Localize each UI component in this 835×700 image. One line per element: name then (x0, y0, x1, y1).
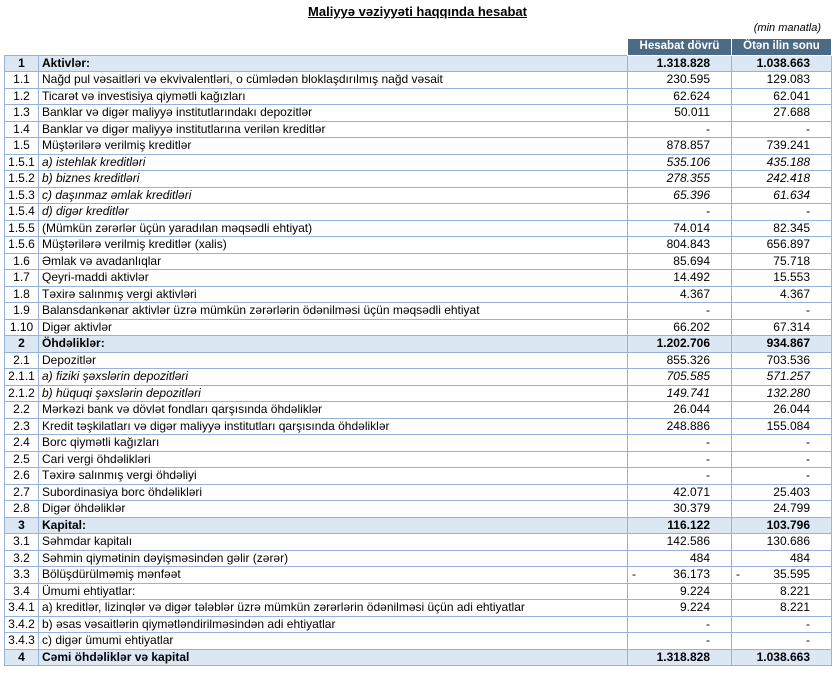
value-current-period: 26.044 (628, 402, 732, 419)
value-current-period: - (628, 435, 732, 452)
value-current-period: 42.071 (628, 484, 732, 501)
value-current-period: 30.379 (628, 501, 732, 518)
header-empty-cell (5, 39, 628, 56)
column-header-current-period: Hesabat dövrü (628, 39, 732, 56)
value-current-period: 14.492 (628, 270, 732, 287)
value-previous-period: 8.221 (732, 600, 832, 617)
row-label: Əmlak və avadanlıqlar (39, 253, 628, 270)
row-number: 2.5 (5, 451, 39, 468)
row-number: 1.9 (5, 303, 39, 320)
table-row (5, 319, 832, 336)
row-label: Digər öhdəliklər (39, 501, 628, 518)
row-label: Səhmdar kapitalı (39, 534, 628, 551)
row-number: 3.4.1 (5, 600, 39, 617)
value-previous-period: - (732, 468, 832, 485)
table-header-row (5, 39, 832, 56)
row-number: 3.4 (5, 583, 39, 600)
value-current-period: 149.741 (628, 385, 732, 402)
table-row (5, 484, 832, 501)
row-number: 4 (5, 649, 39, 666)
value-previous-period: 4.367 (732, 286, 832, 303)
row-label: c) daşınmaz əmlak kreditləri (39, 187, 628, 204)
value-current-period: 66.202 (628, 319, 732, 336)
table-row (5, 649, 832, 666)
table-row (5, 583, 832, 600)
value-current-period: - (628, 451, 732, 468)
table-row (5, 138, 832, 155)
row-label: Öhdəliklər: (39, 336, 628, 353)
table-row (5, 550, 832, 567)
value-current-period: 116.122 (628, 517, 732, 534)
row-number: 2.4 (5, 435, 39, 452)
value-previous-period: 1.038.663 (732, 649, 832, 666)
value-previous-period: 8.221 (732, 583, 832, 600)
row-label: Aktivlər: (39, 55, 628, 72)
value-current-period: 278.355 (628, 171, 732, 188)
value-previous-period: 130.686 (732, 534, 832, 551)
table-row (5, 72, 832, 89)
row-number: 3.1 (5, 534, 39, 551)
value-previous-period: 484 (732, 550, 832, 567)
row-number: 3.4.3 (5, 633, 39, 650)
value-current-period: 142.586 (628, 534, 732, 551)
table-row (5, 468, 832, 485)
table-row (5, 501, 832, 518)
value-previous-period: 934.867 (732, 336, 832, 353)
value-current-period: - (628, 303, 732, 320)
value-current-period: 1.318.828 (628, 55, 732, 72)
row-label: Ümumi ehtiyatlar: (39, 583, 628, 600)
value-previous-period: - (732, 633, 832, 650)
table-row (5, 121, 832, 138)
table-row (5, 237, 832, 254)
row-label: Nağd pul vəsaitləri və ekvivalentləri, o cümlədən bloklaşdırılmış nağd vəsait (39, 72, 628, 89)
row-label: Səhmin qiymətinin dəyişməsindən gəlir (zərər) (39, 550, 628, 567)
column-header-previous-period: Ötən ilin sonu (732, 39, 832, 56)
value-current-period: 74.014 (628, 220, 732, 237)
row-label: Təxirə salınmış vergi aktivləri (39, 286, 628, 303)
value-previous-period: 132.280 (732, 385, 832, 402)
value-previous-period: 155.084 (732, 418, 832, 435)
row-number: 1.5.3 (5, 187, 39, 204)
table-row (5, 336, 832, 353)
table-row (5, 369, 832, 386)
table-row (5, 534, 832, 551)
value-previous-period: 15.553 (732, 270, 832, 287)
value-current-period: 855.326 (628, 352, 732, 369)
row-label: c) digər ümumi ehtiyatlar (39, 633, 628, 650)
value-current-period: 878.857 (628, 138, 732, 155)
table-row (5, 600, 832, 617)
value-previous-period: 242.418 (732, 171, 832, 188)
value-previous-period: 67.314 (732, 319, 832, 336)
row-number: 2.1.2 (5, 385, 39, 402)
value-previous-period: 571.257 (732, 369, 832, 386)
row-number: 1 (5, 55, 39, 72)
value-previous-period: 25.403 (732, 484, 832, 501)
table-row (5, 204, 832, 221)
value-current-period: - (628, 204, 732, 221)
row-number: 3 (5, 517, 39, 534)
row-number: 1.5.2 (5, 171, 39, 188)
value-previous-period: 656.897 (732, 237, 832, 254)
value-current-period: 9.224 (628, 600, 732, 617)
value-current-period: 4.367 (628, 286, 732, 303)
value-current-period: 535.106 (628, 154, 732, 171)
row-label: b) hüquqi şəxslərin depozitləri (39, 385, 628, 402)
value-previous-period: - (732, 303, 832, 320)
table-row (5, 55, 832, 72)
row-number: 1.5 (5, 138, 39, 155)
value-current-period: - 36.173 (628, 567, 732, 584)
value-current-period: 1.202.706 (628, 336, 732, 353)
value-previous-period: 1.038.663 (732, 55, 832, 72)
row-label: Digər aktivlər (39, 319, 628, 336)
value-previous-period: 103.796 (732, 517, 832, 534)
table-body (5, 55, 832, 666)
row-number: 1.5.1 (5, 154, 39, 171)
row-label: a) istehlak kreditləri (39, 154, 628, 171)
row-number: 1.5.5 (5, 220, 39, 237)
value-previous-period: - (732, 616, 832, 633)
value-current-period: 804.843 (628, 237, 732, 254)
value-previous-period: - (732, 451, 832, 468)
row-label: Bölüşdürülməmiş mənfəət (39, 567, 628, 584)
row-number: 3.4.2 (5, 616, 39, 633)
table-row (5, 286, 832, 303)
table-row (5, 517, 832, 534)
row-label: Kredit təşkilatları və digər maliyyə institutları qarşısında öhdəliklər (39, 418, 628, 435)
row-number: 2.1.1 (5, 369, 39, 386)
value-previous-period: 703.536 (732, 352, 832, 369)
financial-statement-table (4, 38, 832, 666)
row-number: 2.3 (5, 418, 39, 435)
table-row (5, 171, 832, 188)
row-label: b) əsas vəsaitlərin qiymətləndirilməsindən adi ehtiyatlar (39, 616, 628, 633)
value-current-period: 248.886 (628, 418, 732, 435)
table-row (5, 402, 832, 419)
value-current-period: 50.011 (628, 105, 732, 122)
row-label: Müştərilərə verilmiş kreditlər (39, 138, 628, 155)
row-number: 2.8 (5, 501, 39, 518)
row-label: a) kreditlər, lizinqlər və digər tələblər üzrə mümkün zərərlərin ödənilməsi üçün adi ehtiyatlar (39, 600, 628, 617)
value-previous-period: - (732, 121, 832, 138)
table-row (5, 616, 832, 633)
value-previous-period: 75.718 (732, 253, 832, 270)
table-row (5, 303, 832, 320)
minus-sign: - (632, 567, 636, 582)
row-number: 1.4 (5, 121, 39, 138)
value-current-period: 62.624 (628, 88, 732, 105)
value-current-period: - (628, 468, 732, 485)
value-previous-period: - 35.595 (732, 567, 832, 584)
table-row (5, 385, 832, 402)
page-title: Maliyyə vəziyyəti haqqında hesabat (308, 4, 527, 19)
unit-note: (min manatla) (753, 22, 821, 34)
table-row (5, 88, 832, 105)
value-previous-period: 26.044 (732, 402, 832, 419)
value-previous-period: 27.688 (732, 105, 832, 122)
table-row (5, 567, 832, 584)
row-number: 2.7 (5, 484, 39, 501)
table-row (5, 154, 832, 171)
row-number: 1.6 (5, 253, 39, 270)
value-previous-period: 24.799 (732, 501, 832, 518)
table-row (5, 352, 832, 369)
table-row (5, 633, 832, 650)
table-row (5, 435, 832, 452)
row-number: 1.10 (5, 319, 39, 336)
value-current-period: 705.585 (628, 369, 732, 386)
value-current-period: 65.396 (628, 187, 732, 204)
row-number: 2 (5, 336, 39, 353)
value-previous-period: 435.188 (732, 154, 832, 171)
row-label: d) digər kreditlər (39, 204, 628, 221)
row-label: Mərkəzi bank və dövlət fondları qarşısında öhdəliklər (39, 402, 628, 419)
minus-sign: - (736, 567, 740, 582)
row-number: 1.5.4 (5, 204, 39, 221)
value-current-period: 85.694 (628, 253, 732, 270)
value-current-period: 1.318.828 (628, 649, 732, 666)
table-row (5, 418, 832, 435)
row-label: Balansdankənar aktivlər üzrə mümkün zərərlərin ödənilməsi üçün məqsədli ehtiyat (39, 303, 628, 320)
value-current-period: 484 (628, 550, 732, 567)
row-number: 3.2 (5, 550, 39, 567)
table-row (5, 187, 832, 204)
row-label: Təxirə salınmış vergi öhdəliyi (39, 468, 628, 485)
row-number: 2.1 (5, 352, 39, 369)
value-current-period: - (628, 121, 732, 138)
row-number: 1.3 (5, 105, 39, 122)
value-current-period: - (628, 633, 732, 650)
row-number: 1.1 (5, 72, 39, 89)
value-previous-period: 62.041 (732, 88, 832, 105)
table-row (5, 451, 832, 468)
row-number: 2.6 (5, 468, 39, 485)
table-row (5, 253, 832, 270)
row-number: 1.8 (5, 286, 39, 303)
row-number: 1.5.6 (5, 237, 39, 254)
row-label: Banklar və digər maliyyə institutlarına verilən kreditlər (39, 121, 628, 138)
value-previous-period: 82.345 (732, 220, 832, 237)
value-previous-period: - (732, 435, 832, 452)
row-label: Cari vergi öhdəlikləri (39, 451, 628, 468)
row-label: Cəmi öhdəliklər və kapital (39, 649, 628, 666)
value-current-period: 230.595 (628, 72, 732, 89)
value-previous-period: 61.634 (732, 187, 832, 204)
row-label: b) biznes kreditləri (39, 171, 628, 188)
row-label: Ticarət və investisiya qiymətli kağızları (39, 88, 628, 105)
row-label: Depozitlər (39, 352, 628, 369)
row-label: Müştərilərə verilmiş kreditlər (xalis) (39, 237, 628, 254)
table-row (5, 270, 832, 287)
row-label: Borc qiymətli kağızları (39, 435, 628, 452)
row-label: Kapital: (39, 517, 628, 534)
row-number: 1.2 (5, 88, 39, 105)
row-label: Qeyri-maddi aktivlər (39, 270, 628, 287)
row-label: Subordinasiya borc öhdəlikləri (39, 484, 628, 501)
row-label: (Mümkün zərərlər üçün yaradılan məqsədli ehtiyat) (39, 220, 628, 237)
row-number: 2.2 (5, 402, 39, 419)
value-current-period: 9.224 (628, 583, 732, 600)
table-row (5, 220, 832, 237)
value-current-period: - (628, 616, 732, 633)
row-label: Banklar və digər maliyyə institutlarındakı depozitlər (39, 105, 628, 122)
table-row (5, 105, 832, 122)
row-label: a) fiziki şəxslərin depozitləri (39, 369, 628, 386)
value-previous-period: 739.241 (732, 138, 832, 155)
value-previous-period: - (732, 204, 832, 221)
row-number: 1.7 (5, 270, 39, 287)
row-number: 3.3 (5, 567, 39, 584)
value-previous-period: 129.083 (732, 72, 832, 89)
